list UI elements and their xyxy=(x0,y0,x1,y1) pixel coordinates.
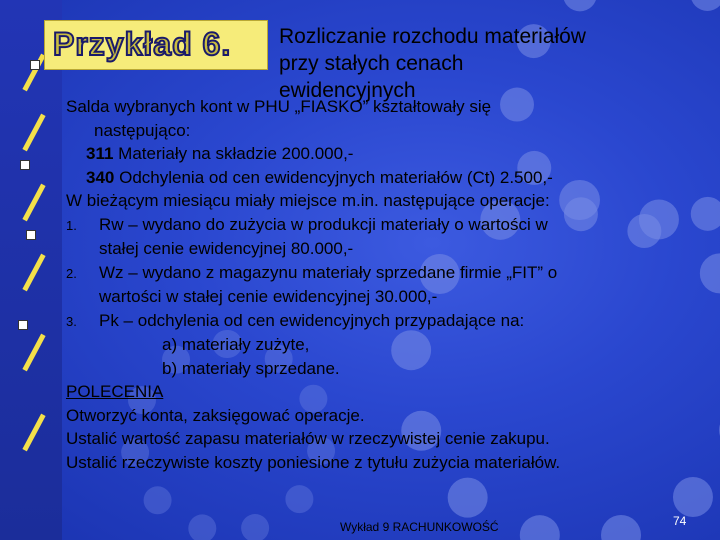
item-continuation: stałej cenie ewidencyjnej 80.000,- xyxy=(99,239,354,258)
decor-bar xyxy=(22,114,45,152)
slide-content xyxy=(66,95,706,474)
slide-title xyxy=(279,23,709,104)
slide-footer: Wykład 9 RACHUNKOWOŚĆ xyxy=(340,520,499,534)
operations-header: W bieżącym miesiącu miały miejsce m.in. następujące operacje: xyxy=(66,191,550,210)
operation-item xyxy=(66,309,706,334)
left-decoration-strip xyxy=(0,0,62,540)
decor-bar xyxy=(22,254,45,292)
title-line: przy stałych cenach xyxy=(279,52,464,75)
task-line: Otworzyć konta, zaksięgować operacje. xyxy=(66,405,365,425)
operation-item xyxy=(66,213,706,238)
decor-bar xyxy=(22,334,45,372)
item-text: Rw – wydano do zużycia w produkcji materiały o wartości w xyxy=(99,214,548,234)
account-description: Odchylenia od cen ewidencyjnych materiałów (Ct) 2.500,- xyxy=(114,167,553,187)
sub-item: b) materiały sprzedane. xyxy=(162,358,340,378)
item-text: Pk – odchylenia od cen ewidencyjnych przypadające na: xyxy=(99,310,525,330)
task-line: Ustalić rzeczywiste koszty poniesione z tytułu zużycia materiałów. xyxy=(66,452,561,472)
intro-continuation: następująco: xyxy=(94,120,191,140)
account-code: 340 xyxy=(86,167,115,187)
decor-bar xyxy=(22,184,45,222)
account-code: 311 xyxy=(86,144,114,163)
operation-item xyxy=(66,261,706,286)
item-number: 2. xyxy=(66,265,77,281)
badge-label: Przykład 6. xyxy=(53,26,232,62)
item-text: Wz – wydano z magazynu materiały sprzedane firmie „FIT” o xyxy=(99,262,558,282)
intro-text: Salda wybranych kont w PHU „FIASKO” kształtowały się xyxy=(66,97,492,116)
item-number: 3. xyxy=(66,313,77,329)
decor-square xyxy=(18,320,28,330)
title-line: Rozliczanie rozchodu materiałów xyxy=(279,25,586,48)
account-row xyxy=(66,166,706,190)
decor-bar xyxy=(22,414,45,452)
decor-square xyxy=(20,160,30,170)
item-continuation: wartości w stałej cenie ewidencyjnej 30.000,- xyxy=(99,287,438,306)
account-description: Materiały na składzie 200.000,- xyxy=(113,144,354,163)
item-number: 1. xyxy=(66,217,77,233)
tasks-heading: POLECENIA xyxy=(66,382,164,401)
account-row xyxy=(66,142,706,166)
task-line: Ustalić wartość zapasu materiałów w rzeczywistej cenie zakupu. xyxy=(66,429,550,448)
title-line: ewidencyjnych xyxy=(279,79,416,102)
page-number: 74 xyxy=(673,514,687,528)
sub-item: a) materiały zużyte, xyxy=(162,335,310,354)
example-badge xyxy=(44,20,268,70)
decor-square xyxy=(26,230,36,240)
decor-square xyxy=(30,60,40,70)
